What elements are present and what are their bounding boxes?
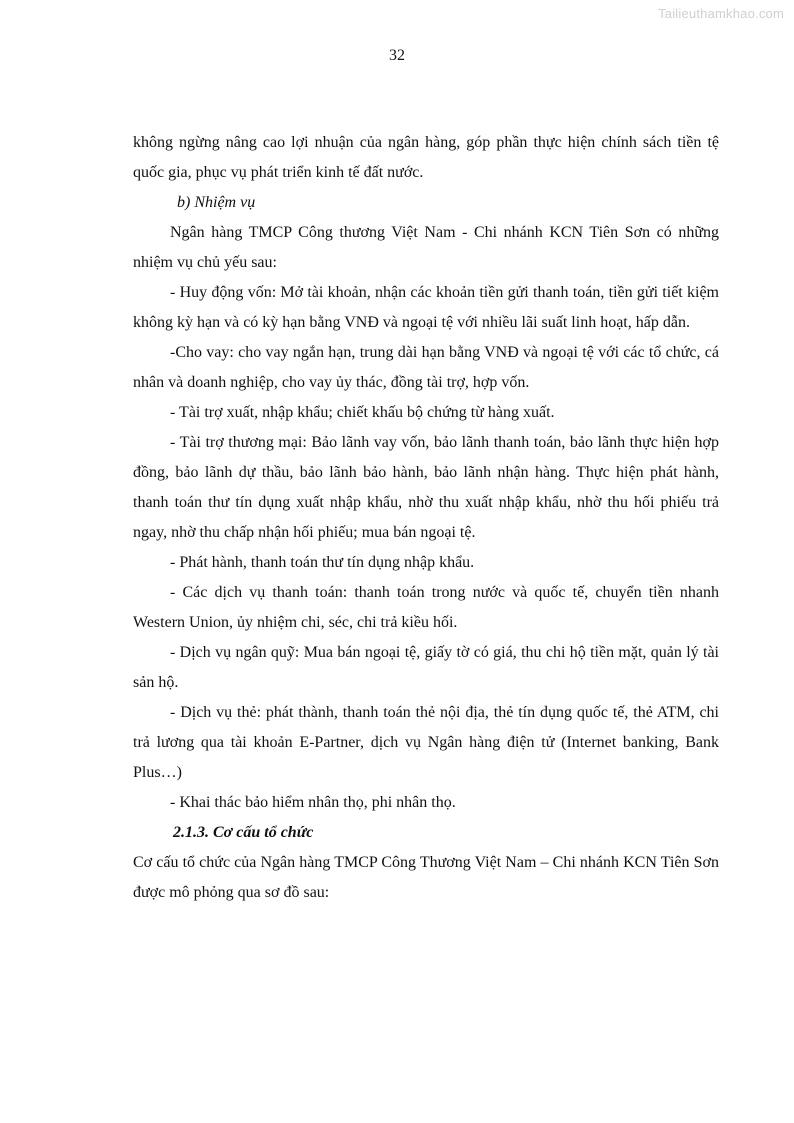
section-heading-co-cau-to-chuc: 2.1.3. Cơ cấu tổ chức [173, 824, 314, 841]
list-item-dich-vu-ngan-quy: - Dịch vụ ngân quỹ: Mua bán ngoại tệ, giấy tờ có giá, thu chi hộ tiền mặt, quản lý tài sản hộ. [133, 644, 719, 691]
page-number: 32 [389, 47, 405, 64]
paragraph-intro-continuation: không ngừng nâng cao lợi nhuận của ngân hàng, góp phần thực hiện chính sách tiền tệ quốc gia, phục vụ phát triển kinh tế đất nước. [133, 134, 719, 181]
document-body [133, 128, 719, 908]
paragraph-tasks-intro: Ngân hàng TMCP Công thương Việt Nam - Chi nhánh KCN Tiên Sơn có những nhiệm vụ chủ yếu sau: [133, 224, 719, 271]
list-item-dich-vu-thanh-toan: - Các dịch vụ thanh toán: thanh toán trong nước và quốc tế, chuyển tiền nhanh Western Union, ủy nhiệm chi, séc, chi trả kiều hối. [133, 584, 719, 631]
list-item-tai-tro-xnk: - Tài trợ xuất, nhập khẩu; chiết khấu bộ chứng từ hàng xuất. [170, 404, 555, 421]
list-item-phat-hanh-ttd: - Phát hành, thanh toán thư tín dụng nhập khẩu. [170, 554, 475, 571]
subheading-nhiem-vu: b) Nhiệm vụ [177, 194, 256, 211]
list-item-cho-vay: -Cho vay: cho vay ngắn hạn, trung dài hạn bằng VNĐ và ngoại tệ với các tổ chức, cá nhân và doanh nghiệp, cho vay ủy thác, đồng tài trợ, hợp vốn. [133, 344, 719, 391]
list-item-bao-hiem: - Khai thác bảo hiểm nhân thọ, phi nhân thọ. [170, 794, 456, 811]
list-item-tai-tro-thuong-mai: - Tài trợ thương mại: Bảo lãnh vay vốn, bảo lãnh thanh toán, bảo lãnh thực hiện hợp đồng, bảo lãnh dự thầu, bảo lãnh bảo hành, bảo lãnh nhận hàng. Thực hiện phát hành, thanh toán thư tín dụng xuất nhập khẩu, nhờ thu xuất nhập khẩu, nhờ thu hối phiếu trả ngay, nhờ thu chấp nhận hối phiếu; mua bán ngoại tệ. [133, 434, 719, 541]
list-item-huy-dong-von: - Huy động vốn: Mở tài khoản, nhận các khoản tiền gửi thanh toán, tiền gửi tiết kiệm không kỳ hạn và có kỳ hạn bằng VNĐ và ngoại tệ với nhiều lãi suất linh hoạt, hấp dẫn. [133, 284, 719, 331]
watermark: Tailieuthamkhao.com [658, 6, 784, 21]
list-item-dich-vu-the: - Dịch vụ thẻ: phát thành, thanh toán thẻ nội địa, thẻ tín dụng quốc tế, thẻ ATM, chi trả lương qua tài khoản E-Partner, dịch vụ Ngân hàng điện tử (Internet banking, Bank Plus…) [133, 704, 719, 781]
paragraph-org-structure: Cơ cấu tổ chức của Ngân hàng TMCP Công Thương Việt Nam – Chi nhánh KCN Tiên Sơn được mô phỏng qua sơ đồ sau: [133, 854, 719, 901]
